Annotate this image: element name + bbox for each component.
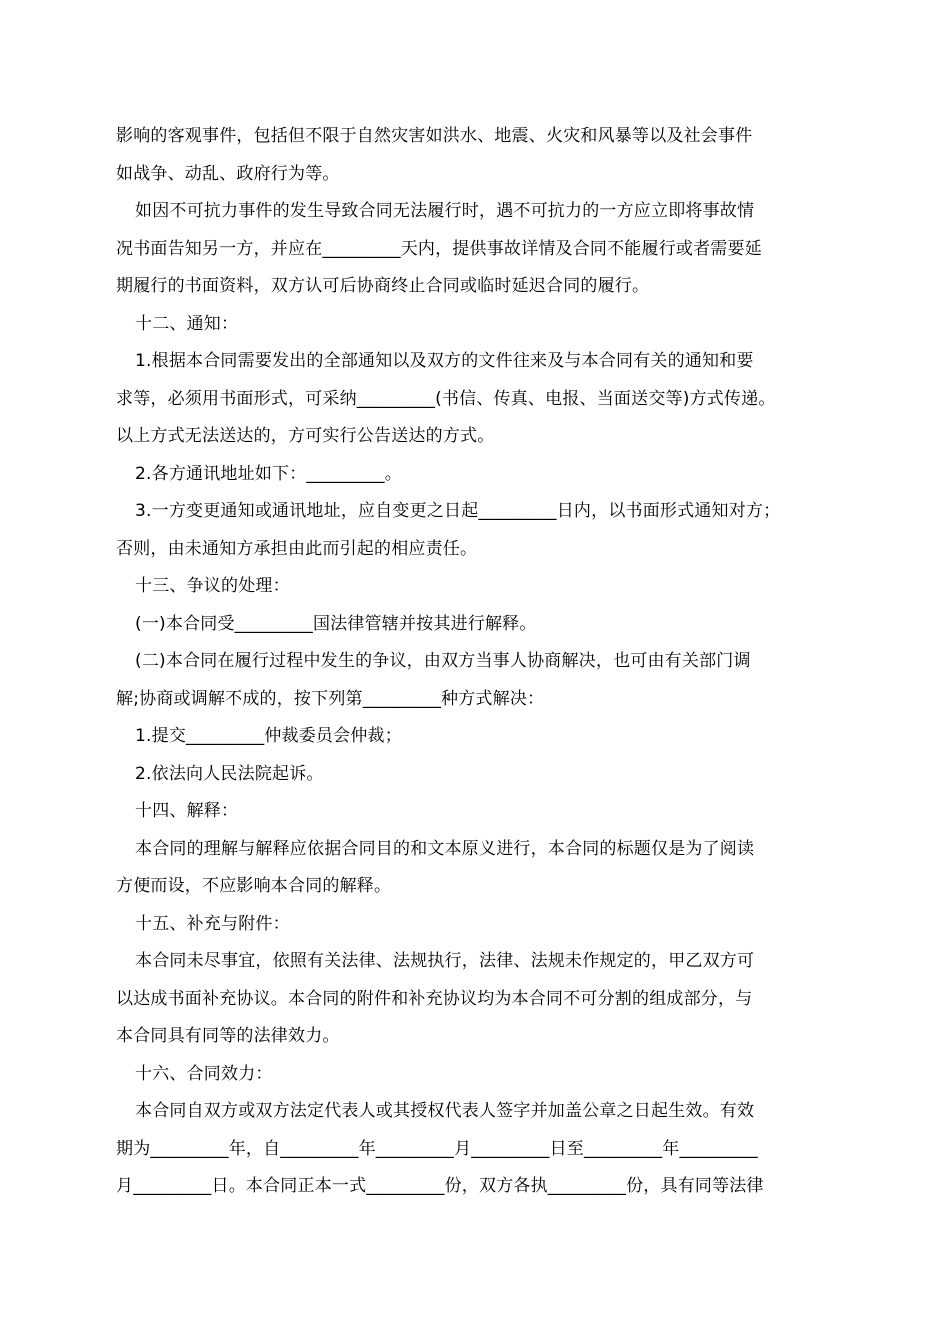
clause-item: (二)本合同在履行过程中发生的争议，由双方当事人协商解决，也可由有关部门调 — [135, 651, 751, 671]
clause-item: 2.各方通讯地址如下：_________。 — [135, 463, 402, 484]
paragraph-start: 本合同的理解与解释应依据合同目的和文本原义进行，本合同的标题仅是为了阅读 — [135, 838, 755, 859]
text-line: 解;协商或调解不成的，按下列第_________种方式解决： — [116, 688, 545, 709]
section-heading: 十二、通知： — [135, 313, 239, 334]
text-line: 况书面告知另一方，并应在_________天内，提供事故详情及合同不能履行或者需要延 — [116, 238, 762, 259]
clause-item: 3.一方变更通知或通讯地址，应自变更之日起_________日内，以书面形式通知对方； — [135, 501, 781, 521]
text-line: 期为_________年，自_________年_________月_________日至_________年_________ — [116, 1138, 758, 1159]
document-body — [116, 118, 834, 1206]
section-heading: 十四、解释： — [135, 801, 239, 821]
text-line: 如战争、动乱、政府行为等。 — [116, 163, 340, 184]
paragraph-start: 如因不可抗力事件的发生导致合同无法履行时，遇不可抗力的一方应立即将事故情 — [135, 201, 755, 221]
clause-item: 1.提交_________仲裁委员会仲裁； — [135, 726, 402, 746]
text-line: 以上方式无法送达的，方可实行公告送达的方式。 — [116, 426, 495, 446]
paragraph-start: 本合同自双方或双方法定代表人或其授权代表人签字并加盖公章之日起生效。有效 — [135, 1101, 755, 1121]
section-heading: 十三、争议的处理： — [135, 576, 290, 596]
text-line: 否则，由未通知方承担由此而引起的相应责任。 — [116, 538, 478, 559]
paragraph-start: 本合同未尽事宜，依照有关法律、法规执行，法律、法规未作规定的，甲乙双方可 — [135, 951, 755, 971]
text-line: 月_________日。本合同正本一式_________份，双方各执_________份，具有同等法律 — [116, 1176, 764, 1196]
text-line: 影响的客观事件，包括但不限于自然灾害如洪水、地震、火灾和风暴等以及社会事件 — [116, 126, 753, 146]
text-line: 本合同具有同等的法律效力。 — [116, 1026, 340, 1046]
section-heading: 十六、合同效力： — [135, 1063, 273, 1084]
clause-item: (一)本合同受_________国法律管辖并按其进行解释。 — [135, 613, 537, 634]
text-line: 方便而设，不应影响本合同的解释。 — [116, 876, 392, 896]
text-line: 求等，必须用书面形式，可采纳_________(书信、传真、电报、当面送交等)方式传递。 — [116, 388, 776, 409]
section-heading: 十五、补充与附件： — [135, 913, 290, 934]
text-line: 以达成书面补充协议。本合同的附件和补充协议均为本合同不可分割的组成部分，与 — [116, 988, 753, 1009]
text-line: 期履行的书面资料，双方认可后协商终止合同或临时延迟合同的履行。 — [116, 276, 650, 296]
clause-item: 1.根据本合同需要发出的全部通知以及双方的文件往来及与本合同有关的通知和要 — [135, 351, 754, 371]
clause-item: 2.依法向人民法院起诉。 — [135, 763, 324, 784]
